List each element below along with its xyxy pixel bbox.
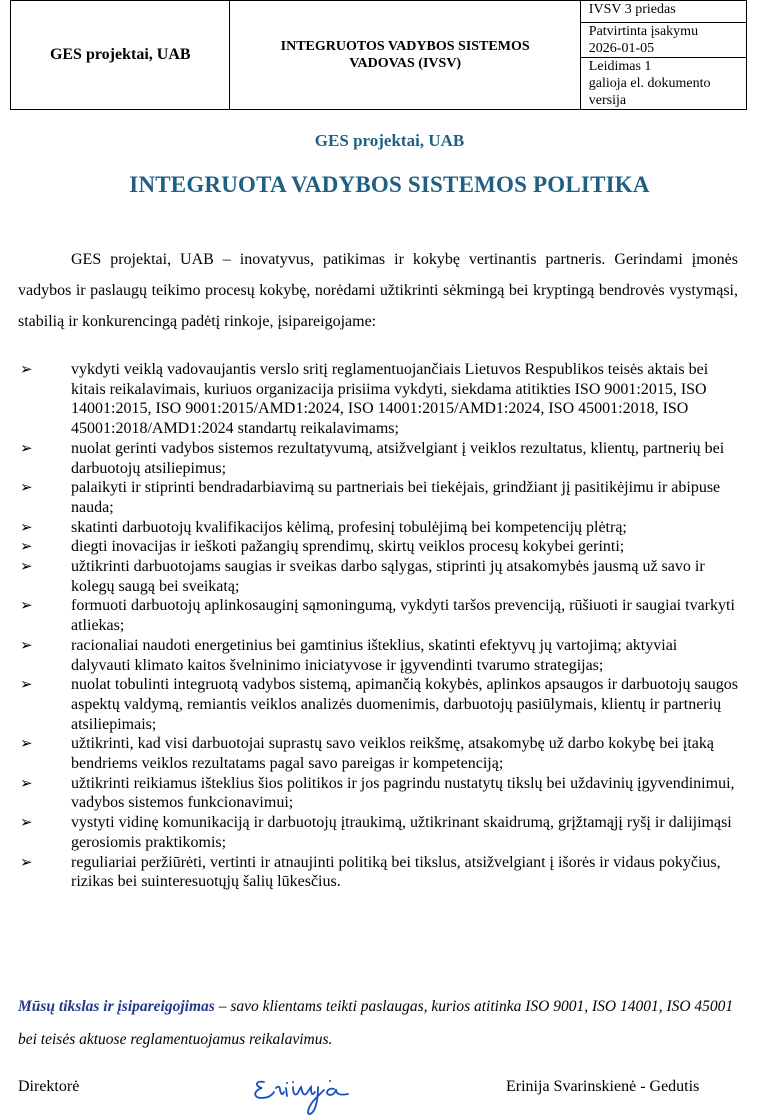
header-manual-title: [230, 1, 580, 110]
commitment-item: [18, 734, 738, 773]
commitment-text: formuoti darbuotojų aplinkosauginį sąmoningumą, vykdyti taršos prevenciją, rūšiuoti ir saugiai tvarkyti atliekas;: [71, 597, 735, 635]
commitment-text: nuolat gerinti vadybos sistemos rezultatyvumą, atsižvelgiant į veiklos rezultatus, klientų, partnerių bei darbuotojų atsiliepimus;: [71, 439, 725, 477]
commitment-text: reguliariai peržiūrėti, vertinti ir atnaujinti politiką bei tikslus, atsižvelgiant į išorės ir vidaus pokyčius, rizikas bei suinteresuotųjų šalių lūkesčius.: [71, 853, 721, 891]
arrow-bullet-icon: ➢: [20, 517, 33, 536]
goal-text: – savo klientams teikti paslaugas, kurios atitinka ISO 9001, ISO 14001, ISO 45001 bei teisės aktuose reglamentuojamus reikalavimus.: [18, 998, 734, 1048]
commitment-text: vykdyti veiklą vadovaujantis verslo sritį reglamentuojančiais Lietuvos Respublikos teisės aktais bei kitais reikalavimais, kuriuos organizacija prisiima vykdyti, siekdama atitikties ISO 9001:2015, ISO 14001:2015, ISO 9001:2015/AMD1:2024, ISO 14001:2015/AMD1:2024, ISO 45001:2018, ISO 45001:2018/AMD1:2024 standartų reikalavimams;: [71, 361, 709, 438]
arrow-bullet-icon: ➢: [20, 852, 33, 871]
commitment-item: [18, 813, 738, 852]
commitment-item: [18, 360, 738, 439]
header-manual-title-line2: VADOVAS (IVSV): [349, 56, 462, 71]
arrow-bullet-icon: ➢: [20, 438, 33, 457]
arrow-bullet-icon: ➢: [20, 773, 33, 792]
commitment-item: [18, 774, 738, 813]
header-appendix: [580, 1, 746, 23]
header-approved: [580, 23, 746, 58]
header-edition-line1: Leidimas 1: [588, 59, 652, 74]
commitment-text: palaikyti ir stiprinti bendradarbiavimą su partneriais bei tiekėjais, grindžiant jį pasitikėjimu ir abipuse nauda;: [71, 479, 721, 516]
commitment-item: [18, 636, 738, 675]
intro-lead: GES projektai, UAB: [71, 251, 214, 268]
commitment-text: diegti inovacijas ir ieškoti pažangių sprendimų, skirtų veiklos procesų kokybei gerinti;: [71, 538, 625, 556]
header-manual-title-line1: INTEGRUOTOS VADYBOS SISTEMOS: [280, 39, 530, 54]
commitment-text: skatinti darbuotojų kvalifikacijos kėlimą, profesinį tobulėjimą bei kompetencijų plėtrą;: [71, 518, 627, 536]
commitment-text: racionaliai naudoti energetinius bei gamtinius išteklius, skatinti efektyvų jų vartojimą; aktyviai dalyvauti klimato kaitos švelninimo iniciatyvose ir įgyvendinti tvarumo strategijas;: [71, 636, 678, 674]
commitment-item: [18, 439, 738, 478]
commitment-text: užtikrinti, kad visi darbuotojai suprastų savo veiklos reikšmę, atsakomybę už darbo kokybę bei įtaką bendriems veiklos rezultatams pagal savo pareigas ir kompetenciją;: [71, 735, 714, 773]
signature-image: [250, 1068, 360, 1120]
header-approved-date: 2026-01-05: [588, 41, 655, 56]
commitment-item: [18, 557, 738, 596]
arrow-bullet-icon: ➢: [20, 734, 33, 753]
arrow-bullet-icon: ➢: [20, 675, 33, 694]
commitments-list: [18, 360, 738, 892]
arrow-bullet-icon: ➢: [20, 537, 33, 556]
commitment-item: [18, 596, 738, 635]
header-edition-line3: versija: [588, 93, 627, 108]
header-edition: [580, 58, 746, 110]
goal-statement: [18, 990, 743, 1056]
document-header-table: [10, 0, 747, 110]
header-appendix-text: IVSV 3 priedas: [588, 2, 676, 17]
company-name: GES projektai, UAB: [314, 131, 465, 150]
intro-text: – inovatyvus, patikimas ir kokybę vertinantis partneris. Gerindami įmonės vadybos ir paslaugų teikimo procesų kokybę, norėdami užtikrinti sėkmingą bei kryptingą bendrovės vystymąsi, stabilią ir konkurencingą padėtį rinkoje, įsipareigojame:: [18, 251, 738, 330]
commitment-item: [18, 478, 738, 517]
policy-title: INTEGRUOTA VADYBOS SISTEMOS POLITIKA: [129, 172, 650, 197]
commitment-text: vystyti vidinę komunikaciją ir darbuotojų įtraukimą, užtikrinant skaidrumą, grįžtamąjį ryšį ir dalijimąsi gerosiomis praktikomis;: [71, 814, 732, 851]
arrow-bullet-icon: ➢: [20, 360, 33, 378]
signer-name: Erinija Svarinskienė - Gedutis: [506, 1078, 700, 1095]
commitment-item: [18, 853, 738, 892]
arrow-bullet-icon: ➢: [20, 596, 33, 615]
arrow-bullet-icon: ➢: [20, 813, 33, 832]
intro-paragraph: [18, 244, 738, 337]
signer-role: Direktorė: [18, 1078, 80, 1095]
arrow-bullet-icon: ➢: [20, 635, 33, 654]
goal-heading: Mūsų tikslas ir įsipareigojimas: [18, 998, 215, 1015]
header-approved-line1: Patvirtinta įsakymu: [588, 24, 699, 39]
commitment-item: [18, 675, 738, 734]
header-edition-line2: galioja el. dokumento: [588, 76, 711, 91]
arrow-bullet-icon: ➢: [20, 557, 33, 576]
commitment-text: nuolat tobulinti integruotą vadybos sistemą, apimančią kokybės, aplinkos apsaugos ir darbuotojų saugos aspektų valdymą, remiantis veiklos analizės duomenimis, darbuotojų pasiūlymais, klientų ir partnerių atsiliepimais;: [71, 676, 738, 733]
commitment-item: [18, 518, 738, 538]
commitment-text: užtikrinti darbuotojams saugias ir sveikas darbo sąlygas, stiprinti jų atsakomybės jausmą už savo ir kolegų saugą bei sveikatą;: [71, 558, 705, 595]
commitment-item: [18, 537, 738, 557]
commitment-text: užtikrinti reikiamus išteklius šios politikos ir jos pagrindu nustatytų tikslų bei uždavinių įgyvendinimui, vadybos sistemos funkcionavimui;: [71, 774, 735, 812]
header-company: GES projektai, UAB: [11, 1, 230, 110]
arrow-bullet-icon: ➢: [20, 478, 33, 497]
